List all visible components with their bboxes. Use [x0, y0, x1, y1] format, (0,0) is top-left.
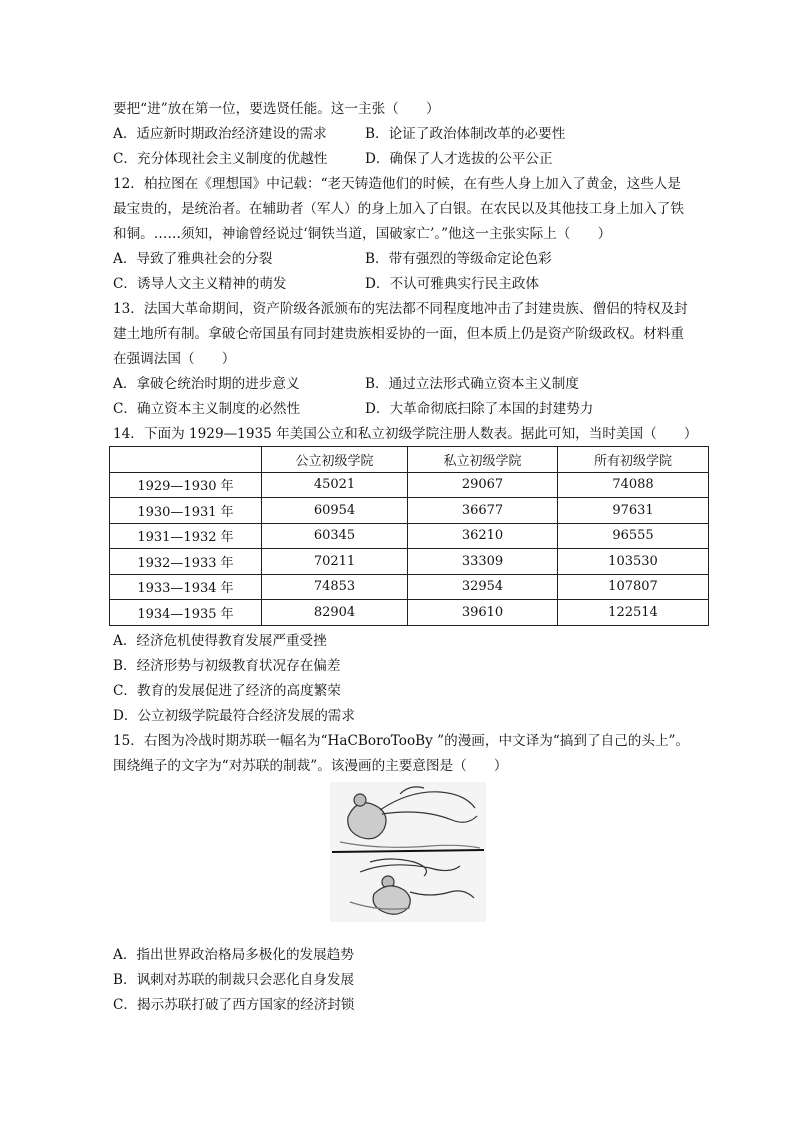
q15-stem-line-2: 围绕绳子的文字为“对苏联的制裁”。该漫画的主要意图是（ ）	[113, 758, 508, 774]
table-cell: 70211	[262, 549, 408, 575]
q11-option-c[interactable]: C．充分体现社会主义制度的优越性	[113, 151, 328, 167]
q15-stem-line-1: 15．右图为冷战时期苏联一幅名为“HaCBoroTooBy ”的漫画，中文译为“搞到了自己的头上”。	[113, 733, 690, 749]
table-cell: 96555	[558, 523, 709, 549]
table-cell: 1933—1934 年	[110, 574, 262, 600]
q12-option-a[interactable]: A．导致了雅典社会的分裂	[113, 251, 273, 267]
table-cell: 74853	[262, 574, 408, 600]
q13-option-b[interactable]: B．通过立法形式确立资本主义制度	[365, 376, 579, 392]
q12-option-b[interactable]: B．带有强烈的等级命定论色彩	[365, 251, 552, 267]
table-cell: 36210	[408, 523, 558, 549]
q13-option-d[interactable]: D．大革命彻底扫除了本国的封建势力	[365, 401, 594, 417]
table-cell: 60954	[262, 498, 408, 524]
table-header-row	[110, 447, 709, 473]
table-row	[110, 498, 709, 524]
q13-stem-line-2: 建土地所有制。拿破仑帝国虽有同封建贵族相妥协的一面，但本质上仍是资产阶级政权。材料重	[113, 326, 684, 342]
q13-stem-line-3: 在强调法国（ ）	[113, 351, 236, 367]
q12-stem-line-3: 和铜。……须知，神谕曾经说过‘铜铁当道，国破家亡’。”他这一主张实际上（ ）	[113, 226, 612, 242]
table-cell: 39610	[408, 600, 558, 626]
q13-options-row-2	[113, 400, 593, 418]
q11-options-row-2	[113, 150, 553, 168]
q14-option-c[interactable]: C．教育的发展促进了经济的高度繁荣	[113, 683, 341, 699]
q13-option-a[interactable]: A．拿破仑统治时期的进步意义	[113, 376, 300, 392]
table-cell: 82904	[262, 600, 408, 626]
q11-option-b[interactable]: B．论证了政治体制改革的必要性	[365, 126, 566, 142]
table-cell: 45021	[262, 472, 408, 498]
q15-option-c[interactable]: C．揭示苏联打破了西方国家的经济封锁	[113, 997, 355, 1013]
table-cell: 1934—1935 年	[110, 600, 262, 626]
table-header-cell: 私立初级学院	[408, 447, 558, 473]
table-cell: 107807	[558, 574, 709, 600]
q15-option-b[interactable]: B．讽刺对苏联的制裁只会恶化自身发展	[113, 972, 355, 988]
table-cell: 32954	[408, 574, 558, 600]
q14-option-b[interactable]: B．经济形势与初级教育状况存在偏差	[113, 658, 341, 674]
q13-option-c[interactable]: C．确立资本主义制度的必然性	[113, 401, 301, 417]
table-cell: 103530	[558, 549, 709, 575]
q11-options-row-1	[113, 125, 565, 143]
q11-option-d[interactable]: D．确保了人才选拔的公平公正	[365, 151, 553, 167]
table-row	[110, 472, 709, 498]
table-cell: 1930—1931 年	[110, 498, 262, 524]
q15-option-a[interactable]: A．指出世界政治格局多极化的发展趋势	[113, 947, 354, 963]
table-row	[110, 600, 709, 626]
cartoon-illustration	[330, 782, 486, 922]
q14-stem: 14．下面为 1929—1935 年美国公立和私立初级学院注册人数表。据此可知，当时美国（ ）	[113, 426, 698, 442]
q12-stem-line-2: 最宝贵的，是统治者。在辅助者（军人）的身上加入了白银。在农民以及其他技工身上加入了铁	[113, 201, 684, 217]
q14-option-d[interactable]: D．公立初级学院最符合经济发展的需求	[113, 708, 355, 724]
table-cell: 1931—1932 年	[110, 523, 262, 549]
enrollment-table	[109, 446, 709, 626]
table-row	[110, 574, 709, 600]
table-row	[110, 523, 709, 549]
table-header-cell: 公立初级学院	[262, 447, 408, 473]
table-cell: 29067	[408, 472, 558, 498]
q11-option-a[interactable]: A．适应新时期政治经济建设的需求	[113, 126, 327, 142]
table-cell: 60345	[262, 523, 408, 549]
table-cell: 33309	[408, 549, 558, 575]
table-cell: 122514	[558, 600, 709, 626]
q12-option-c[interactable]: C．诱导人文主义精神的萌发	[113, 276, 287, 292]
table-cell: 74088	[558, 472, 709, 498]
q12-options-row-1	[113, 250, 552, 268]
q11-stem-tail: 要把“进”放在第一位，要选贤任能。这一主张（ ）	[113, 101, 440, 117]
q12-option-d[interactable]: D．不认可雅典实行民主政体	[365, 276, 540, 292]
q12-options-row-2	[113, 275, 539, 293]
table-header-cell: 所有初级学院	[558, 447, 709, 473]
table-cell: 1929—1930 年	[110, 472, 262, 498]
q14-option-a[interactable]: A．经济危机使得教育发展严重受挫	[113, 633, 327, 649]
table-cell: 1932—1933 年	[110, 549, 262, 575]
table-cell: 36677	[408, 498, 558, 524]
q12-stem-line-1: 12．柏拉图在《理想国》中记载：“老天铸造他们的时候，在有些人身上加入了黄金，这些人是	[113, 176, 681, 192]
table-header-cell	[110, 447, 262, 473]
table-row	[110, 549, 709, 575]
table-cell: 97631	[558, 498, 709, 524]
q13-stem-line-1: 13．法国大革命期间，资产阶级各派颁布的宪法都不同程度地冲击了封建贵族、僧侣的特权及封	[113, 301, 688, 317]
q13-options-row-1	[113, 375, 579, 393]
